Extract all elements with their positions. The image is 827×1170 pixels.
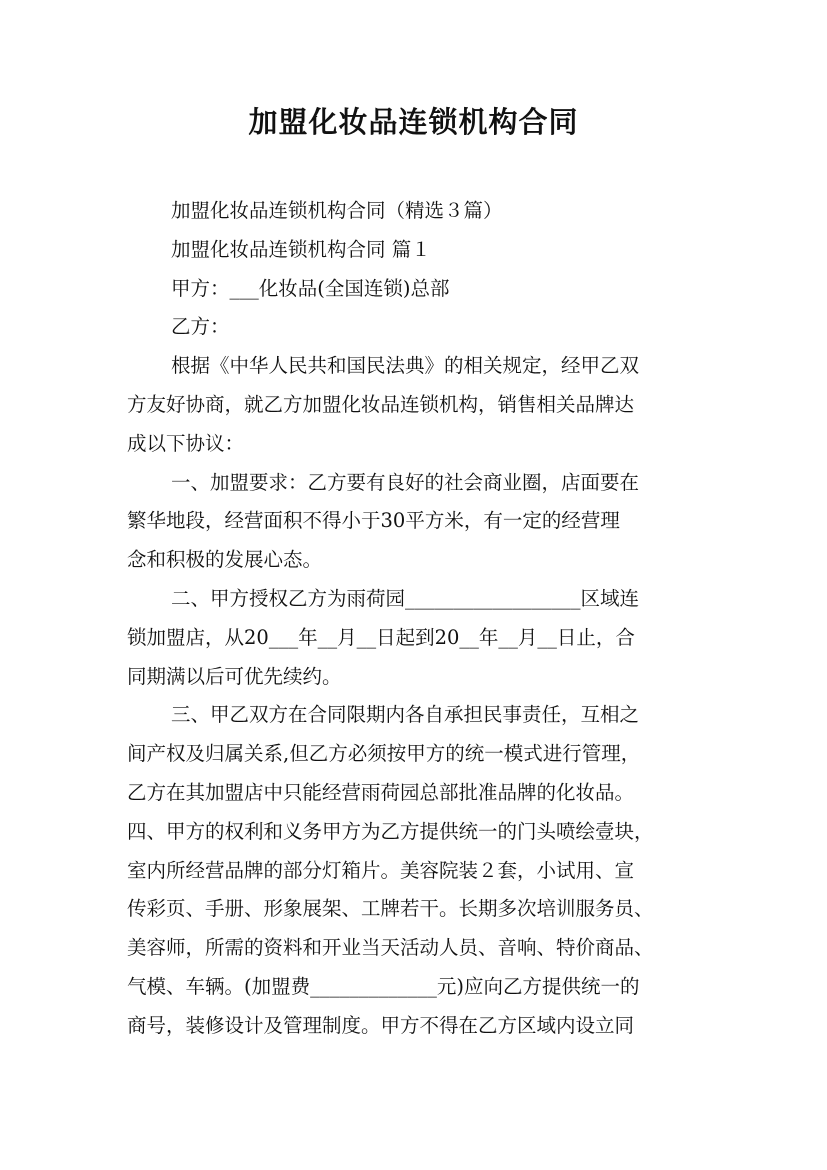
paragraph-line: 加盟化妆品连锁机构合同 篇１: [171, 237, 431, 261]
document-title: 加盟化妆品连锁机构合同: [248, 105, 579, 139]
paragraph-line: 三、甲乙双方在合同限期内各自承担民事责任，互相之: [171, 703, 640, 727]
paragraph-line: 室内所经营品牌的部分灯箱片。美容院装２套，小试用、宣: [127, 858, 635, 882]
paragraph-line: 加盟化妆品连锁机构合同（精选３篇）: [171, 199, 503, 222]
paragraph-line: 甲方：___化妆品(全国连锁)总部: [171, 276, 450, 300]
paragraph-line: 同期满以后可优先续约。: [127, 664, 342, 688]
paragraph-line: 一、加盟要求：乙方要有良好的社会商业圈，店面要在: [171, 470, 640, 494]
paragraph-line: 美容师，所需的资料和开业当天活动人员、音响、特价商品、: [127, 936, 654, 960]
paragraph-line: 传彩页、手册、形象展架、工牌若干。长期多次培训服务员、: [127, 897, 654, 921]
paragraph-line: 四、甲方的权利和义务甲方为乙方提供统一的门头喷绘壹块，: [127, 819, 654, 843]
paragraph-line: 念和积极的发展心态。: [127, 548, 323, 572]
paragraph-line: 锁加盟店，从20___年__月__日起到20__年__月__日止，合: [127, 625, 635, 649]
paragraph-line: 繁华地段，经营面积不得小于30平方米，有一定的经营理: [127, 509, 620, 533]
paragraph-line: 方友好协商，就乙方加盟化妆品连锁机构，销售相关品牌达: [127, 392, 635, 416]
paragraph-line: 间产权及归属关系,但乙方必须按甲方的统一模式进行管理，: [127, 742, 641, 766]
paragraph-line: 乙方在其加盟店中只能经营雨荷园总部批准品牌的化妆品。: [127, 780, 635, 804]
paragraph-line: 二、甲方授权乙方为雨荷园__________________区域连: [171, 586, 640, 610]
paragraph-line: 商号，装修设计及管理制度。甲方不得在乙方区域内设立同: [127, 1013, 635, 1037]
paragraph-line: 气模、车辆。(加盟费_____________元)应向乙方提供统一的: [127, 974, 640, 998]
paragraph-line: 成以下协议：: [127, 431, 245, 455]
paragraph-line: 乙方：: [171, 315, 230, 339]
document-body: [127, 192, 707, 1046]
paragraph-line: 根据《中华人民共和国民法典》的相关规定，经甲乙双: [171, 354, 640, 378]
